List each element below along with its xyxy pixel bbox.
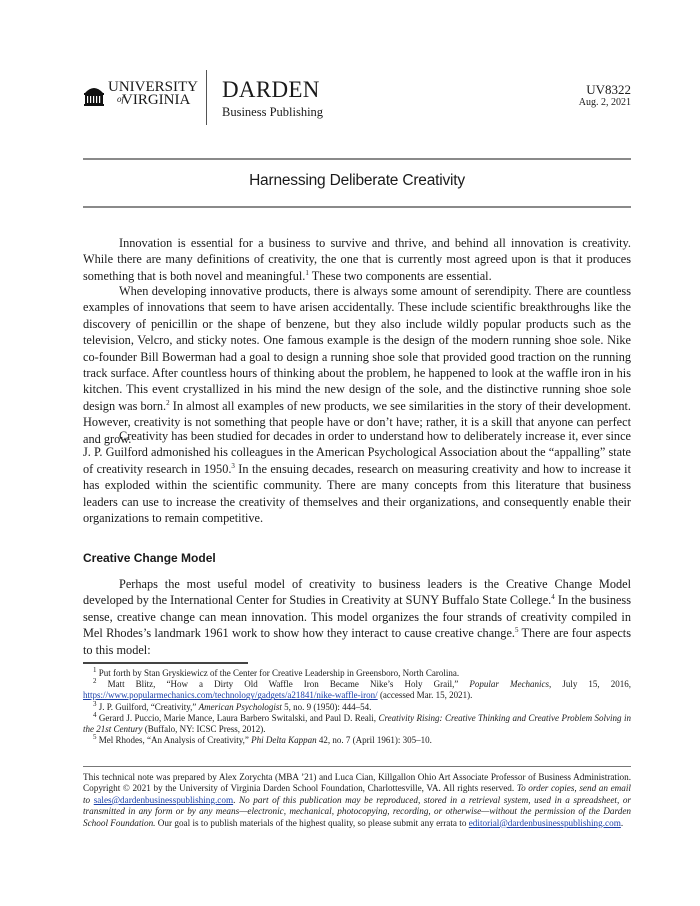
darden-wordmark: DARDEN xyxy=(222,77,320,102)
paragraph-4 xyxy=(83,576,631,658)
paragraph-1 xyxy=(83,235,631,284)
footnote-ref[interactable]: 5 xyxy=(515,626,519,635)
rotunda-icon xyxy=(83,84,105,106)
darden-logo xyxy=(222,78,323,120)
document-code: UV8322 xyxy=(586,82,631,97)
uva-wordmark-virginia: VIRGINIA xyxy=(122,92,191,108)
footnote-2: $^2$ Matt Blitz, “How a Dirty Old Waffle Iron Became Nike’s Holy Grail,” Popular Mechanics, July 15, 2016, https://www.popularmechanics.com/technology/gadgets/a21841/nike-waffle-iron/ (accessed Mar. 15, 2021). xyxy=(83,677,631,701)
footnote-ref[interactable]: 4 xyxy=(551,593,555,602)
footer-rule xyxy=(83,766,631,767)
footnote-3: $^3$ J. P. Guilford, “Creativity,” American Psychologist 5, no. 9 (1950): 444–54. xyxy=(93,699,372,712)
uva-logo xyxy=(83,79,198,110)
document-header xyxy=(83,68,631,128)
title-rule-top xyxy=(83,158,631,160)
paragraph-text: Perhaps the most useful model of creativity to business leaders is the Creative Change Model developed by the International Center for Studies in Creativity at SUNY Buffalo State College. xyxy=(83,577,631,608)
footnote-4: $^4$ Gerard J. Puccio, Marie Mance, Laura Barbero Switalski, and Paul D. Reali, Creativity Rising: Creative Thinking and Creative Problem Solving in the 21st Century (Buffalo, NY: ICSC Press, 2012). xyxy=(83,710,631,735)
footnote-ref[interactable]: 2 xyxy=(166,398,170,407)
footnote-ref[interactable]: 3 xyxy=(231,461,235,470)
document-title: Harnessing Deliberate Creativity xyxy=(249,172,465,189)
paragraph-text: In almost all examples of new products, we see similarities in the story of their development. However, creativity is not something that people have or don’t have; rather, it is a skill that anyone can perfect and grow. xyxy=(83,398,631,446)
paragraph-text: There are four aspects to this model: xyxy=(83,626,631,657)
footnote-link[interactable]: https://www.popularmechanics.com/technology/gadgets/a21841/nike-waffle-iron/ xyxy=(83,690,378,701)
errata-email-link[interactable]: editorial@dardenbusinesspublishing.com xyxy=(468,817,621,828)
paragraph-text: When developing innovative products, there is always some amount of serendipity. There are countless examples of innovations that seem to have arisen accidentally. These include scientific breakthroughs like the discovery of penicillin or the shape of benzene, but they also include wildly popular products such as the television, Velcro, and sticky notes. One famous example is the design of the modern running shoe sole. Nike co-founder Bill Bowerman had a goal to design a running shoe sole that provided good traction on the running track surface. After countless hours of thinking about the problem, he happened to look at the waffle iron in his kitchen. This event crystallized in his mind the new design of the sole, and the distinctive running shoe sole design was born. xyxy=(83,284,631,413)
paragraph-text: In the ensuing decades, research on measuring creativity and how to increase it has exploded within the scientific community. There are many concepts from this literature that business leaders can use to increase the creativity of themselves and their organizations, and consequently enable their organizations to remain competitive. xyxy=(83,461,631,526)
footnotes xyxy=(83,668,631,746)
paragraph-text: Creativity has been studied for decades in order to understand how to deliberately increase it, ever since J. P. Guilford admonished his colleagues in the American Psychological Association about the “appalling” state of creativity research in 1950. xyxy=(83,429,631,476)
logo-divider xyxy=(206,70,207,125)
uva-wordmark-university: UNIVERSITY xyxy=(108,79,198,95)
document-date: Aug. 2, 2021 xyxy=(578,97,631,108)
section-heading: Creative Change Model xyxy=(83,551,216,565)
footnote-5: $^5$ Mel Rhodes, “An Analysis of Creativity,” Phi Delta Kappan 42, no. 7 (April 1961): 305–10. xyxy=(93,733,432,746)
darden-subtitle: Business Publishing xyxy=(222,105,324,119)
title-rule-bottom xyxy=(83,206,631,208)
paragraph-text: These two components are essential. xyxy=(308,268,492,283)
footnote-separator xyxy=(83,662,248,664)
paragraph-text: Innovation is essential for a business to survive and thrive, and behind all innovation is creativity. While there are many definitions of creativity, the one that is currently most agreed upon is that it produces something that is both novel and meaningful. xyxy=(83,236,631,283)
paragraph-text: In the business sense, creative change can mean innovation. This model organizes the four strands of creativity compiled in Mel Rhodes’s landmark 1961 work to show how they interact to cause creative change. xyxy=(83,593,632,641)
paragraph-3 xyxy=(83,428,631,526)
footnote-ref[interactable]: 1 xyxy=(305,268,309,277)
sales-email-link[interactable]: sales@dardenbusinesspublishing.com xyxy=(93,794,234,805)
uva-wordmark-of: of xyxy=(117,94,125,104)
paragraph-2 xyxy=(83,283,631,447)
copyright-footer: This technical note was prepared by Alex Zorychta (MBA ’21) and Luca Cian, Killgallon Ohio Art Associate Professor of Business Administration. Copyright © 2021 by the University of Virginia Darden School Foundation, Charlottesville, VA. All rights reserved. To order copies, send an email to sales@dardenbusinesspublishing.com. No part of this publication may be reproduced, stored in a retrieval system, used in a spreadsheet, or transmitted in any form or by any means—electronic, mechanical, photocopying, recording, or otherwise—without the permission of the Darden School Foundation. Our goal is to publish materials of the highest quality, so please submit any errata to editorial@dardenbusinesspublishing.com. xyxy=(83,772,632,828)
footnote-1: $^1$ Put forth by Stan Gryskiewicz of the Center for Creative Leadership in Greensboro, North Carolina. xyxy=(93,666,460,678)
document-id xyxy=(579,82,631,109)
